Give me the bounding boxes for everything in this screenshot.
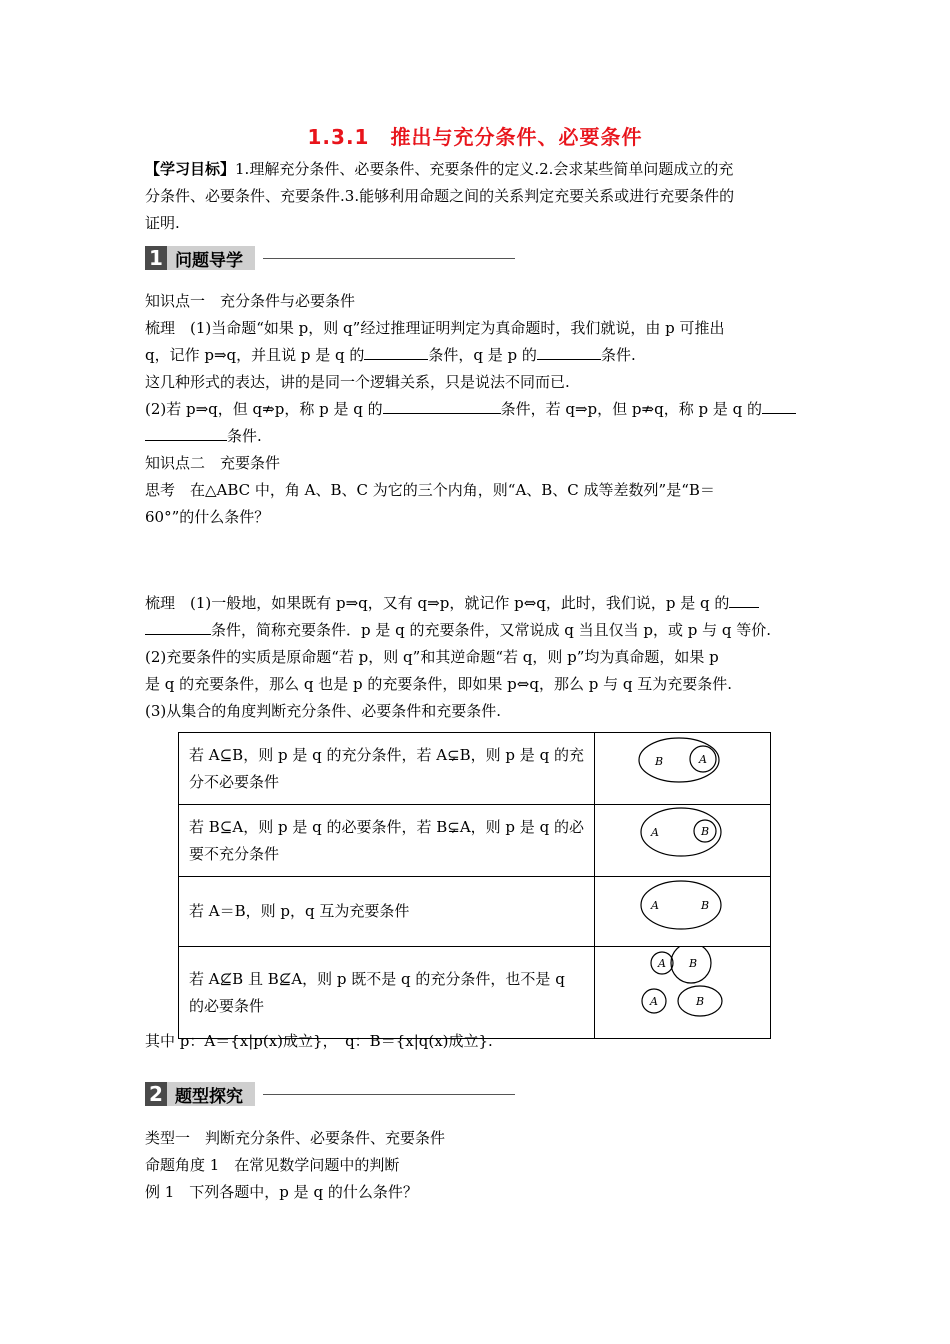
goals-tag: 【学习目标】 <box>145 160 236 178</box>
venn-not-contained <box>595 947 769 1029</box>
section-header-2 <box>145 1082 515 1106</box>
table-cell-text: 要不充分条件 <box>189 844 280 863</box>
kp2-line-3: (2)充要条件的实质是原命题“若 p，则 q”和其逆命题“若 q，则 p”均为真命题，如果 p <box>145 648 719 666</box>
table-cell-text: 的必要条件 <box>189 996 265 1015</box>
svg-text:B: B <box>689 957 698 970</box>
kp1-line-4b: 条件，若 q⇒p，但 p⇏q，称 p 是 q 的 <box>500 400 762 418</box>
answer-blank[interactable] <box>729 593 759 608</box>
answer-blank[interactable] <box>145 426 227 441</box>
table-row <box>179 733 771 805</box>
svg-text:B: B <box>696 995 705 1008</box>
kp2-title: 知识点二 充要条件 <box>145 454 281 472</box>
type-1-heading: 类型一 判断充分条件、必要条件、充要条件 <box>145 1129 446 1147</box>
svg-text:B: B <box>701 825 710 838</box>
table-cell-text: 若 A＝B，则 p，q 互为充要条件 <box>189 902 410 920</box>
kp1-title: 知识点一 充分条件与必要条件 <box>145 292 356 310</box>
kp1-line-5: 条件. <box>227 427 262 445</box>
svg-text:A: A <box>651 826 659 839</box>
section-rule <box>263 1094 515 1095</box>
table-row <box>179 877 771 947</box>
table-row <box>179 805 771 877</box>
table-cell-text: 若 B⊆A，则 p 是 q 的必要条件，若 B⊊A，则 p 是 q 的必 <box>189 817 584 836</box>
page-title: 1.3.1 推出与充分条件、必要条件 <box>307 125 643 149</box>
knowledge-point-1 <box>145 288 810 531</box>
kp1-line-4a: (2)若 p⇒q，但 q⇏p，称 p 是 q 的 <box>145 400 383 418</box>
example-1: 例 1 下列各题中，p 是 q 的什么条件？ <box>145 1183 418 1201</box>
goals-line-3: 证明. <box>145 214 180 232</box>
section-header-1 <box>145 246 515 270</box>
knowledge-point-2 <box>145 590 810 725</box>
section-rule <box>263 258 515 259</box>
kp2-line-4: 是 q 的充要条件，那么 q 也是 p 的充要条件，即如果 p⇔q，那么 p 与 q 互为充要条件. <box>145 675 733 693</box>
goals-line-1: 1.理解充分条件、必要条件、充要条件的定义.2.会求某些简单问题成立的充 <box>235 160 734 178</box>
answer-blank[interactable] <box>145 620 211 635</box>
set-relation-table <box>178 732 771 1039</box>
learning-goals <box>145 156 810 237</box>
answer-blank[interactable] <box>537 345 601 360</box>
kp2-line-5: (3)从集合的角度判断充分条件、必要条件和充要条件. <box>145 702 502 720</box>
svg-text:A: A <box>650 995 658 1008</box>
venn-a-contains-b <box>595 805 769 867</box>
kp2-line-1: 梳理 (1)一般地，如果既有 p⇒q，又有 q⇒p，就记作 p⇔q，此时，我们说，p 是 q 的 <box>145 594 730 612</box>
venn-a-equals-b <box>595 877 769 937</box>
section-label: 题型探究 <box>167 1082 255 1106</box>
table-cell-text: 若 A⊆B，则 p 是 q 的充分条件，若 A⊊B，则 p 是 q 的充 <box>189 745 584 764</box>
venn-b-contains-a <box>595 733 769 795</box>
svg-text:A: A <box>699 753 707 766</box>
answer-blank[interactable] <box>364 345 428 360</box>
table-cell-text: 若 A⊈B 且 B⊈A，则 p 既不是 q 的充分条件，也不是 q <box>189 969 565 988</box>
kp1-line-2c: 条件. <box>600 346 636 364</box>
table-cell-text: 分不必要条件 <box>189 772 280 791</box>
svg-text:B: B <box>655 755 664 768</box>
svg-text:A: A <box>651 899 659 912</box>
answer-blank[interactable] <box>762 399 796 414</box>
goals-line-2: 分条件、必要条件、充要条件.3.能够利用命题之间的关系判定充要关系或进行充要条件的 <box>145 187 735 205</box>
svg-text:A: A <box>658 957 666 970</box>
kp2-think-1: 思考 在△ABC 中，角 A、B、C 为它的三个内角，则“A、B、C 成等差数列”是“B＝ <box>145 481 715 499</box>
kp2-line-2: 条件，简称充要条件．p 是 q 的充要条件，又常说成 q 当且仅当 p，或 p 与 q 等价. <box>211 621 772 639</box>
kp1-line-2a: q，记作 p⇒q，并且说 p 是 q 的 <box>145 346 365 364</box>
set-notation-note: 其中 p：A＝{x|p(x)成立}， q：B＝{x|q(x)成立}. <box>145 1032 493 1050</box>
section-number: 1 <box>145 246 167 270</box>
kp1-line-1: 梳理 (1)当命题“如果 p，则 q”经过推理证明判定为真命题时，我们就说，由 p 可推出 <box>145 319 725 337</box>
angle-1-heading: 命题角度 1 在常见数学问题中的判断 <box>145 1156 400 1174</box>
kp2-think-2: 60°”的什么条件？ <box>145 508 270 526</box>
kp1-line-3: 这几种形式的表达，讲的是同一个逻辑关系，只是说法不同而已. <box>145 373 570 391</box>
kp1-line-2b: 条件，q 是 p 的 <box>428 346 537 364</box>
question-types <box>145 1125 810 1206</box>
answer-blank[interactable] <box>383 399 501 414</box>
table-row <box>179 947 771 1039</box>
svg-text:B: B <box>701 899 710 912</box>
section-number: 2 <box>145 1082 167 1106</box>
section-label: 问题导学 <box>167 246 255 270</box>
